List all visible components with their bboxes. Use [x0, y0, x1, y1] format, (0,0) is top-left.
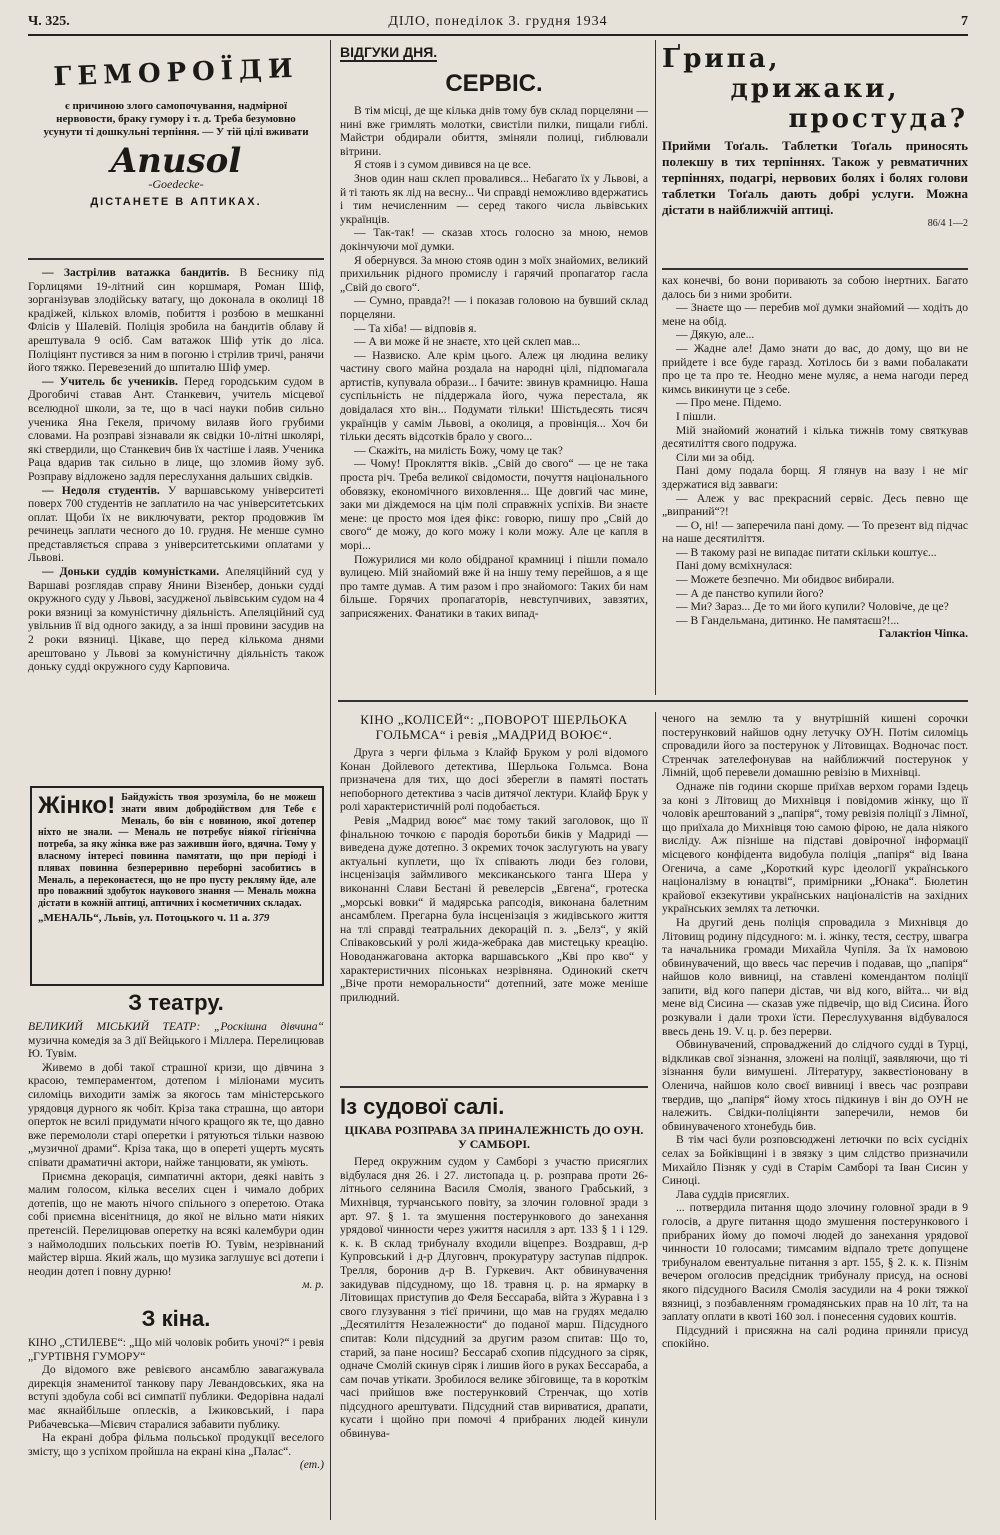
paragraph: Обвинувачений, спроваджений до слідчого судді в Турці, відкликав свої зізнання, зложені на поліції, заявляючи, що ті зізнання були вимушені. Літературу, заквестіоновану в Оленича, найшов коло своєї вивниці і ввесь час розправи твердив, що „папіря“ йому хтось підкинув і він до ОУН не належить. Свідки-поліціянти заперечили, немов би обвинуваченого хтонебудь бив. [662, 1038, 968, 1133]
paragraph: Сіли ми за обід. [676, 450, 755, 464]
page-header [28, 12, 968, 36]
paragraph: Пані дому подала борщ. Я глянув на вазу і не міг здержатися від завваги: [662, 464, 968, 491]
ad-grippe [662, 44, 968, 264]
kino-para: Ревія „Мадрид воює“ має тому такий заголовок, що її фінальною точкою є пародія боротьби биків у Мадриді — виведена дуже дотепно. З окремих точок заслугують на увагу актуальні куплети, що їх співають люди без голови, інсценізація займливого мексиканського танга Шера у виконанні Слави Бестані й ревелерсів „Евгена“, гротеска „морські вовки“ й мадярська рапсодія, виконана балетним ансамблем. Прегарна була інсценізація з жидівського життя на тлі справді театральних декорацій п. з. „Белз“, у якій Співаковський у ролі жида-жебрака дав мистецьку креацію. Новоданжагована акторка варшавського „Кві про кво“ у характеристичних пісоньках незрівняна. Одинокий скетч „Віче проти неморальности“ дотепний, зате може меніше прилюдний. [340, 813, 648, 1004]
paragraph: В тім місці, де ще кілька днів тому був склад порцеляни — нині вже гримлять молотки, свистіли пилки, пищали гиблі. Майстри обдирали обиття, зміняли полиці, гиблювали вітрини. [340, 104, 648, 158]
court-para: Перед окружним судом у Самборі з участю присяглих відбулася дня 26. і 27. листопада ц. р. розправа проти 26-літнього селянина Василя Смолія, званого Грабський, з Михнівця, турчанського повіту, за злочин головної зради з арт. 97. § 1. та змушення постерункового до занехання урядової чинности через ужиття насилля з арт. 133 § 1 і 129. к. к. В склад трибуналу входили віцепрез. Воздравш, д-р Купровський і д-р Длуговнч, прокуратуру заступав підпрок. Трелля, боронив д-р В. Гуркевич. Акт обвинувачення закидував підсудному, що 18. травня ц. р. на ярмарку в Літовищах приступив до Феля Бессараба, війта з Журавна і з свого глузування з тієї причини, що мав на грудях медалю „Десятиліття Незалежности“ до поданої марш. Підсудного спитав: Коли підсудний за другим разом спитав: Що то, старий, за пане носиш? Бессараб схопив підсудного за сіряк, одначе Смолій скинув сіряк і лишив його в руках Бессараба, а сам почав утікати. Зробилося велике збіговище, та в короткім часі прийшов вже постерунковий Стренчак, що хотів підсудного арештувати. Підсудний став вириватися, драпати, кусати і щойно при помочі 4 прибраних людей кинули обвинува- [340, 1155, 648, 1441]
ad-body: є причиною злого самопочування, надмірної нервовости, браку гумору і т. д. Треба безумовно усунути ті дошкульні терпіння. — У тій цілі вживати [43, 100, 309, 138]
theatre-para: Приємна декорація, симпатичні актори, деякі навіть з малим голосом, кілька веселих сцен і чимало добрих дотепів, що не мають нічого спільного з оперетою. Отака собі приємна вісенітниця, до якої не вільно мати ніяких претенсій. Перелицював оперетку на всякі калембури один з наймолодших польських поетів Ю. Тувім, незрівнаний майстер вірша. Який жаль, що музика заглушує всі дотепи і неодин дотеп і повну дурню! [28, 1169, 324, 1278]
paragraph: — Та хіба! — відповів я. [354, 321, 477, 335]
paragraph: Пожурилися ми коло обідраної крамниці і пішли помало вулицею. Мій знайомий вже й на іншу тему перейшов, а я ще про тамте думав. А тим разом і про знайомого: Таких би нам більше. Горячих пропагаторів, невступчивих, завзятих, заприсяжених. Фанатики в таких випад- [340, 552, 648, 620]
paragraph: ченого на землю та у внутрішній кишені сорочки постерунковий найшов одну летучку ОУН. Потім силоміць спровадили його за постерунок у Літовищах. Водночас пост. Стренчак зателефонував на найближчий постерунок у Лімній, щоб перевели домашню ревізію в Михнівці. [662, 712, 968, 780]
kino-para: Друга з черги фільма з Клайф Бруком у ролі відомого Конан Дойлевого детектива, Шерльока Гольмса. Вона призначена для тих, що досі зберегли в памяті постать непоборного детектива з часів дитячої лектури. Клайф Брук у ролі характеристичній ролі подобається. [340, 746, 648, 814]
feuilleton [340, 44, 648, 696]
paragraph: — Про мене. Підемо. [676, 396, 782, 410]
paragraph: І пішли. [676, 409, 717, 423]
paragraph: — В Гандельмана, дитинко. Не памятаєш?!... [676, 613, 900, 627]
ad-grippe-line2: дрижаки, [730, 74, 900, 104]
cinema-para: До відомого вже ревієвого ансамблю завагажувала дирекція знаменитої танкову пару Левандовських, яка на вступі здобула собі всі симпатії публики. Федорівна надалі має якнайбільше оплесків, а Іжиковський, і пара Рибачевська—Мієвич старалися забавити публику. [28, 1363, 324, 1431]
paragraph: — А ви може й не знаєте, хто цей склеп мав... [354, 335, 581, 349]
cinema-lead: КІНО „СТИЛЕВЕ“: „Що мій чоловік робить уночі?“ і ревія „ГУРТІВНЯ ГУМОРУ“ [28, 1336, 324, 1363]
court-continued [662, 712, 968, 1520]
cinema-section [28, 1306, 324, 1520]
paragraph: — Назвиско. Але крім цього. Алеж ця людина велику частину свого майна роздала на народні цілі, підпомагала артистів, купувала образи... І бачите: звинув крамницю. Наша суспільність не піддержала його, чужа перестала, як довідалася хто він... Подумати тільки! Шістьдесять тисяч українців у самім Львові, а околиця, а провінція... Хоч би тільки десять відсотків брало у свого... [340, 348, 648, 444]
paragraph: — Жадне але! Дамо знати до вас, до дому, що ви не прийдете і все буде гаразд. Хотілось би з вами побалакати про це та про те. Неодно мене муляє, а нема нагоди перед кимсь викинути це з себе. [662, 341, 968, 396]
ad-brand: Anusol [110, 141, 242, 181]
feuilleton-title: СЕРВІС. [445, 70, 543, 97]
ad-grippe-line1: Ґрипа, [662, 44, 781, 74]
court-section [340, 1094, 648, 1520]
ad-women-code: 379 [252, 911, 270, 924]
ad-grippe-body: Прийми Тоґаль. Таблетки Тоґаль приносять полекшу в тих терпіннях. Також у ревматичних терпіннях, подагрі, нервових болях і болях голови таблетки Тоґаль дають добрі услуги. Можна дістати в найближчій аптиці. [662, 138, 968, 217]
paragraph: — Так-так! — сказав хтось голосно за мною, немов докінчуючи мої думки. [340, 226, 648, 253]
kino-koliseum-title: КІНО „КОЛІСЕЙ“: „ПОВОРОТ ШЕРЛЬОКА ГОЛЬМСА“ і ревія „МАДРИД ВОЮЄ“. [360, 712, 628, 742]
paragraph: Однаже пів години скорше приїхав верхом горами Іздець за коні з Літовищ до Михнівця і повідомив жінку, що її чоловік арештований з „папіря“, тому ревізія поліції з Лімної, що приїхала до Михнівця тою самою фірою, не дала ніякого висліду. Аж пізніше на підставі довірочної інформації місцевого конфідента видобула поліція „папіря“ від Івана Огенича, а саме „Короткий курс ідеології українського націоналізму в юнацтві“, примірники „Юнака“. Бюлетин крайової екзекутиви українських націоналістів на західних українських землях та летючки. [662, 779, 968, 916]
paragraph: — О, ні! — заперечила пані дому. — То презент від підчас на наше десятиліття. [662, 518, 968, 546]
paragraph: ... потвердила питання щодо злочину головної зради в 9 голосів, а друге питання щодо змушення постерункового і прибраних йому до помочі людей до занехання урядової чинности 10 голосами; тимсамим відпало третє допущене трибуналом евентуальне питання з арт. 155, § 2. к. к. Пізнім вечером оголосив предсідник трибуналу присуд, на основі якого підсудного Василя Смолія засудили на 4 роки тяжкої вязниці, з позбавленням громадянських прав на 10 літ, та на заплату оплати в квоті 160 зол. і понесення судових коштів. [662, 1201, 968, 1324]
column-rule [330, 40, 331, 1520]
paragraph: ках конечві, бо вони поривають за собою інертних. Багато далось би з ними зробити. [662, 274, 968, 301]
section-rule [340, 1086, 648, 1088]
ad-hemorrhoids [28, 44, 324, 254]
ad-grippe-code: 86/4 1—2 [927, 218, 968, 229]
paragraph: Знов один наш склеп провалився... Небагато їх у Львові, а й ті тають як лід на весну... Чи справді неможливо вдержатись і тим нечисленним — серед такого числа львівських українців. [340, 171, 648, 226]
column-rule [655, 40, 656, 695]
paragraph: — Дякую, але... [676, 328, 755, 342]
paragraph: — Ми? Зараз... Де то ми його купили? Чоловіче, де це? [676, 600, 949, 614]
paragraph: Я обернувся. За мною стояв один з моїх знайомих, великий прихильник рідного промислу і гарячий пропагатор гасла „Свій до свого“. [340, 253, 648, 294]
news-item: — Недоля студентів. У варшавському університеті поверх 700 студентів не заплатило на час університетських оплат. Щоби їх не виключувати, ректор продовжив їм речинець заплати чесного до 10. грудня. Не менше сумно представляється справа з університетськими оплатами у Львові. [28, 483, 324, 565]
ad-women-footer: „МЕНАЛЬ“, Львів, ул. Потоцького ч. 11 а. [38, 911, 251, 924]
ad-maker: -Goedecke- [148, 177, 204, 191]
court-title: Із судової салі. [340, 1094, 505, 1119]
paragraph: На другий день поліція спровадила з Михнівця до Літовищ родину підсудного: м. і. жінку, тестя, сестру, швагра та начальника громади Михайла Чупіля. За їх намовою обвинувачений, що ввесь час перечив і подавав, що „папіря“ найшов коло вивниці, на ставлені комендантом поліції запити, від кого папери дістав, чи від кого, війта... чи від мене від Сисина — сказав уже підвечір, що від Сисина. Його розкували і дали трохи їсти. Переслухування відбувалося ввесь день 19. V. ц. р. без перерви. [662, 915, 968, 1038]
paragraph: Мій знайомий жонатий і кілька тижнів тому святкував десятиліття свого подружа. [662, 423, 968, 451]
feuilleton-continued [662, 274, 968, 696]
court-subtitle: ЦІКАВА РОЗПРАВА ЗА ПРИНАЛЕЖНІСТЬ ДО ОУН. У САМБОРІ. [344, 1123, 644, 1151]
paragraph: Лава суддів присяглих. [676, 1187, 790, 1201]
ad-grippe-line3: простуда? [788, 104, 968, 134]
section-rule [662, 268, 968, 270]
feuilleton-body [340, 104, 648, 621]
cinema-signature: (ет.) [299, 1458, 324, 1472]
section-rule [338, 700, 968, 702]
column-rule [655, 712, 656, 1520]
feuilleton-signature: Галактіон Чіпка. [878, 627, 968, 641]
ad-women-body: Байдужість твоя зрозуміла, бо не можеш знати явим добродійством для Тебе є Меналь, бо він є новиною, якої дотепер ніхто не знали. — Меналь не потребує ніякої гігієнічна потреба, за яку жінка вже раз зажившн його, вдячна. Тому у власному інтересі повинна памятати, що при періоді і плявах повинна безпереривно переборні засобитись в Меналь, а переконаєтеся, що не про пусту рекляму йде, але про поважний здобуток наукового знання — Меналь можна дістати в кожній аптиці, аптичних і косметичних складах. [38, 792, 316, 910]
paragraph: — Скажіть, на милість Божу, чому це так? [354, 443, 563, 457]
news-item: — Застрілив ватажка бандитів. В Беснику під Горлицями 19-літний син коршмаря, Роман Шіф, зорганізував злодійську ватагу, що докoнала в околиці 18 крадіжей, кількох вломів, побиття і розбою в мешканні Флісів у Шалевій. Поліція зробила на бандитів облаву й арештувала 9 осіб. Сам ватажок Шіф утік до ліса. Поліціянт пустився за ним в погоню і стрілив тричі, ранячи його тяжко. Перевезений до шпиталю Шіф умер. [28, 266, 324, 375]
section-rule [28, 258, 324, 260]
paragraph: — Чому! Прокляття віків. „Свій до свого“ — це не така проста річ. Треба великої свідомости, почуття національного обовязку, економічного виховлення... Ще довгий час мине, заки ми діждемося на цім полі справжніх успіхів. Ви знаєте мене: це просто моя ідея фікс: говорю, пишу про „Свій до свого“ де можу, до кого можу і коли можу. Але це капля в морі... [340, 457, 648, 552]
theatre-lead: ВЕЛИКИЙ МІСЬКИЙ ТЕАТР: „Роскішна дівчина“ музична комедія за 3 дії Вейцького і Міллера. Перелицював Ю. Тувім. [28, 1020, 324, 1061]
ad-footer: ДІСТАНЕТЕ В АПТИКАХ. [90, 196, 262, 208]
ad-women [30, 786, 324, 986]
theatre-para: Живемо в добі такої страшної кризи, що дівчина з красою, темпераментом, дотепом і міліонами мусить силоміць виходити заміж за якогось там міністерського урядовця дурного як чобіт. Кріза така страшна, що автори оперток не всилі придумати нічого кращого як те, що давно вже перемололи старі оперетки і рятуються тільки назвою „музичної драми“. Кріза така, що в опереті ущерть мусять співати драматичні актори, найже танцювати, як уміють. [28, 1060, 324, 1169]
masthead-date: ДІЛО, понеділок 3. грудня 1934 [388, 14, 608, 29]
paragraph: — Знаєте що — перебив мої думки знайомий — ходіть до мене на обід. [662, 301, 968, 328]
paragraph: Я стояв і з сумом дивився на це все. [354, 158, 532, 172]
paragraph: Пані дому всміхнулася: [676, 559, 793, 573]
news-item: — Учитель бє учеників. Перед городським судом в Дрогобичі ставав Ант. Станкевич, учитель місцевої вселюдної школи, за те, що в часі науки побив сильно ученика Яна Гекеля, причому вилаяв його грубими словами. На розправі зізнавали як свідки 10-літні школярі, які ствердили, що Станкевич бив їх частіше і лаяв. Ученика Раца вдарив так сильно в лице, що зломив йому зуб. Розправу відложено задля переслухання дальших свідків. [28, 374, 324, 483]
paragraph: — Алеж у вас прекрасний сервіс. Десь певно ще „випраний“?! [662, 491, 968, 519]
ad-women-title: Жінко! [38, 792, 116, 819]
news-item: — Доньки суддів комуністками. Апеляційний суд у Варшаві розглядав справу Янини Візенбер, доньки судді окружного суду у Львові, засудженої львівським судом на 4 роки вязниці за комуністичну діяльність. Апеляційний суд увільнив її від одного закиду, а за інші провини засудив на 2 роки вязниці. Цікаве, що перед кількома днями арештовано у Львові за комуністичну діяльність також доньку судді окружного суду Карповича. [28, 565, 324, 674]
page-number: 7 [961, 14, 968, 29]
paragraph: — Можете безпечно. Ми обидвоє вибирали. [676, 573, 895, 587]
theatre-title: З театру. [128, 990, 224, 1015]
ad-title: ГЕМОРОЇДИ [52, 53, 300, 93]
cinema-title: З кіна. [141, 1306, 211, 1331]
paragraph: — А де панство купили його? [676, 586, 824, 600]
feuilleton-rubric: ВІДГУКИ ДНЯ. [340, 44, 438, 60]
paragraph: В тім часі були розповсюджені летючки по всіх сусідніх селах за Бойківщині і в звязку з цим слідство призначили Михайло Пізняк у суді в Старім Самборі та Іван Сисин у Синоці. [662, 1133, 968, 1188]
theatre-section [28, 990, 324, 1300]
theatre-signature: м. р. [302, 1278, 324, 1292]
paragraph: — В такому разі не випадає питати скільки коштує... [676, 545, 937, 559]
issue-number: Ч. 325. [28, 14, 70, 29]
kino-koliseum [340, 712, 648, 1082]
paragraph: Підсудний і присяжна на салі родина приняли присуд спокійно. [662, 1323, 968, 1351]
paragraph: — Сумно, правда?! — і показав головою на бувший склад порцеляни. [340, 294, 648, 321]
cinema-para: На екрані добра фільма польської продукції веселого змісту, що з успіхом пройшла на екрані кіна „Палас“. [28, 1431, 324, 1458]
news-left [28, 266, 324, 776]
